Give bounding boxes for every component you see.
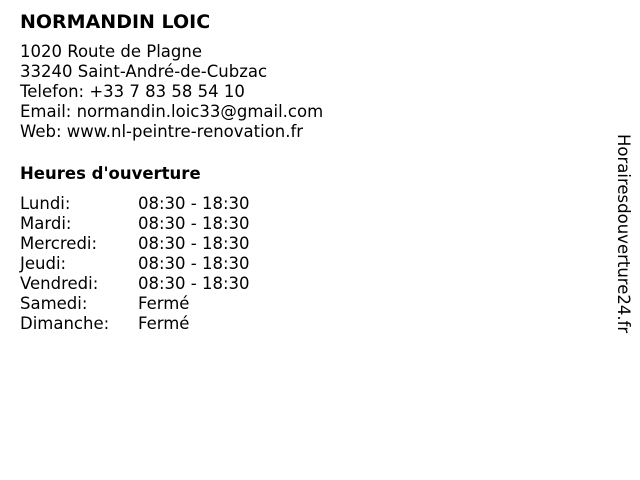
day-hours: 08:30 - 18:30 — [138, 274, 250, 293]
business-card — [20, 10, 580, 334]
site-watermark: Horairesdouverture24.fr — [614, 134, 633, 334]
address-street: 1020 Route de Plagne — [20, 42, 202, 61]
day-hours: Fermé — [138, 314, 190, 333]
hours-row-friday — [20, 274, 580, 294]
hours-row-saturday — [20, 294, 580, 314]
day-hours: Fermé — [138, 294, 190, 313]
phone-line: Telefon: +33 7 83 58 54 10 — [20, 82, 245, 101]
hours-row-tuesday — [20, 214, 580, 234]
day-label: Samedi: — [20, 294, 88, 313]
day-label: Mercredi: — [20, 234, 98, 253]
day-label: Jeudi: — [20, 254, 67, 273]
day-hours: 08:30 - 18:30 — [138, 254, 250, 273]
hours-row-sunday — [20, 314, 580, 334]
day-label: Vendredi: — [20, 274, 99, 293]
business-name: NORMANDIN LOIC — [20, 11, 211, 33]
hours-row-wednesday — [20, 234, 580, 254]
address-city: 33240 Saint-André-de-Cubzac — [20, 62, 268, 81]
day-label: Mardi: — [20, 214, 72, 233]
email-line: Email: normandin.loic33@gmail.com — [20, 102, 324, 121]
hours-row-thursday — [20, 254, 580, 274]
hours-table — [20, 194, 580, 334]
day-hours: 08:30 - 18:30 — [138, 234, 250, 253]
day-label: Lundi: — [20, 194, 71, 213]
hours-heading: Heures d'ouverture — [20, 164, 201, 183]
day-label: Dimanche: — [20, 314, 110, 333]
hours-row-monday — [20, 194, 580, 214]
day-hours: 08:30 - 18:30 — [138, 214, 250, 233]
website-line: Web: www.nl-peintre-renovation.fr — [20, 122, 304, 141]
day-hours: 08:30 - 18:30 — [138, 194, 250, 213]
